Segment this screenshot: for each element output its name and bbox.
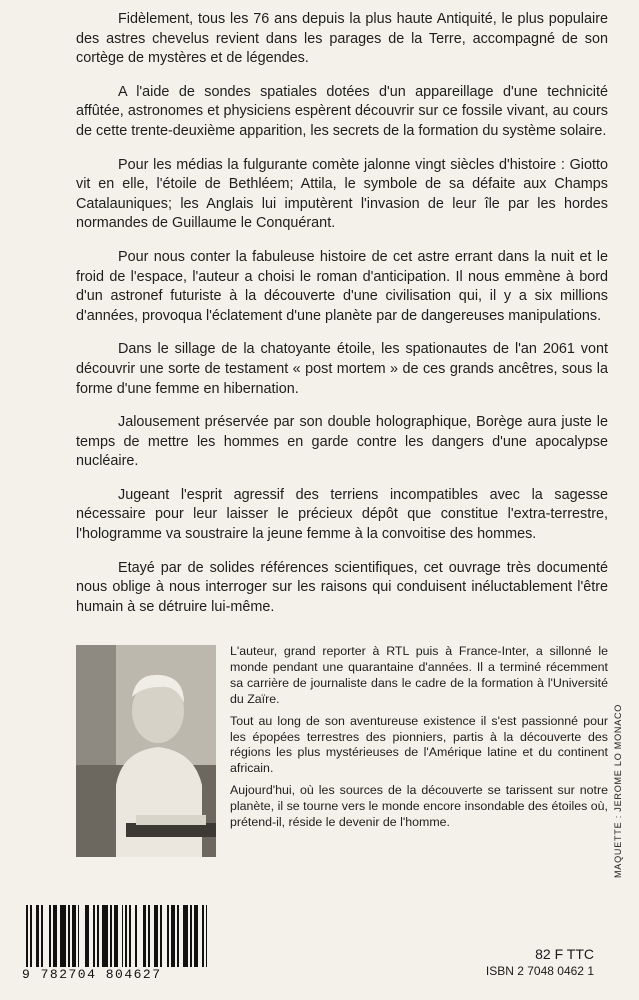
barcode-bars [26, 905, 208, 967]
author-biography [230, 644, 608, 837]
design-credit: MAQUETTE : JEROME LO MONACO [613, 703, 623, 878]
paragraph: Pour nous conter la fabuleuse histoire de cet astre errant dans la nuit et le froid de l'espace, l'auteur a choisi le roman d'anticipation. Il nous emmène à bord d'un astronef futuriste à la découverte d'une civilisation qui, il y a six millions d'années, provoqua l'éclatement d'une planète par de dangereuses manipulations. [76, 248, 608, 324]
paragraph: Jalousement préservée par son double holographique, Borège aura juste le temps de mettre les hommes en garde contre les dangers d'une apocalypse nucléaire. [76, 414, 608, 470]
bio-paragraph: Aujourd'hui, où les sources de la découverte se tarissent sur notre planète, il se tourne vers le monde encore insondable des étoiles où, prétend-il, réside le devenir de l'homme. [230, 783, 608, 830]
bio-paragraph: L'auteur, grand reporter à RTL puis à France-Inter, a sillonné le monde pendant une quarantaine d'années. Il a terminé récemment sa carrière de journaliste dans le cadre de la formation à l'Université du Zaïre. [230, 644, 608, 706]
paragraph: A l'aide de sondes spatiales dotées d'un appareillage d'une technicité affûtée, astronomes et physiciens espèrent découvrir sur ce fossile vivant, au cours de cette trente-deuxième apparition, les secrets de la formation du système solaire. [76, 83, 608, 139]
paragraph: Jugeant l'esprit agressif des terriens incompatibles avec la sagesse nécessaire pour leur laisser le précieux dépôt que constitue l'extra-terrestre, l'hologramme va soustraire la jeune femme à la convoitise des hommes. [76, 486, 608, 543]
barcode-number: 9 782704 804627 [22, 967, 162, 982]
author-photo [76, 645, 216, 857]
price: 82 F TTC [535, 946, 594, 962]
paragraph: Dans le sillage de la chatoyante étoile, les spationautes de l'an 2061 vont découvrir une sorte de testament « post mortem » de ces grands ancêtres, sous la forme d'une femme en hibernation. [76, 341, 608, 397]
barcode [22, 905, 212, 987]
paragraph: Etayé par de solides références scientifiques, cet ouvrage très documenté nous oblige à nous interroger sur les raisons qui conduisent inéluctablement l'être humain à se détruire lui-même. [76, 559, 608, 615]
isbn: ISBN 2 7048 0462 1 [485, 964, 594, 978]
paragraph: Pour les médias la fulgurante comète jalonne vingt siècles d'histoire : Giotto vit en elle, l'étoile de Bethléem; Attila, le symbole de sa défaite aux Champs Catalauniques; les Anglais lui imputèrent l'invasion de leur île par les hordes normandes de Guillaume le Conquérant. [76, 156, 608, 232]
back-cover-text [76, 10, 608, 631]
bio-paragraph: Tout au long de son aventureuse existence il s'est passionné pour les épopées terrestres des pionniers, partis à la découverte des régions les plus mystérieuses de l'Amérique latine et du continent africain. [230, 713, 608, 776]
barcode-bar [206, 905, 208, 967]
paragraph: Fidèlement, tous les 76 ans depuis la plus haute Antiquité, le plus populaire des astres chevelus revient dans les parages de la Terre, accompagné de son cortège de mystères et de légendes. [76, 11, 608, 67]
